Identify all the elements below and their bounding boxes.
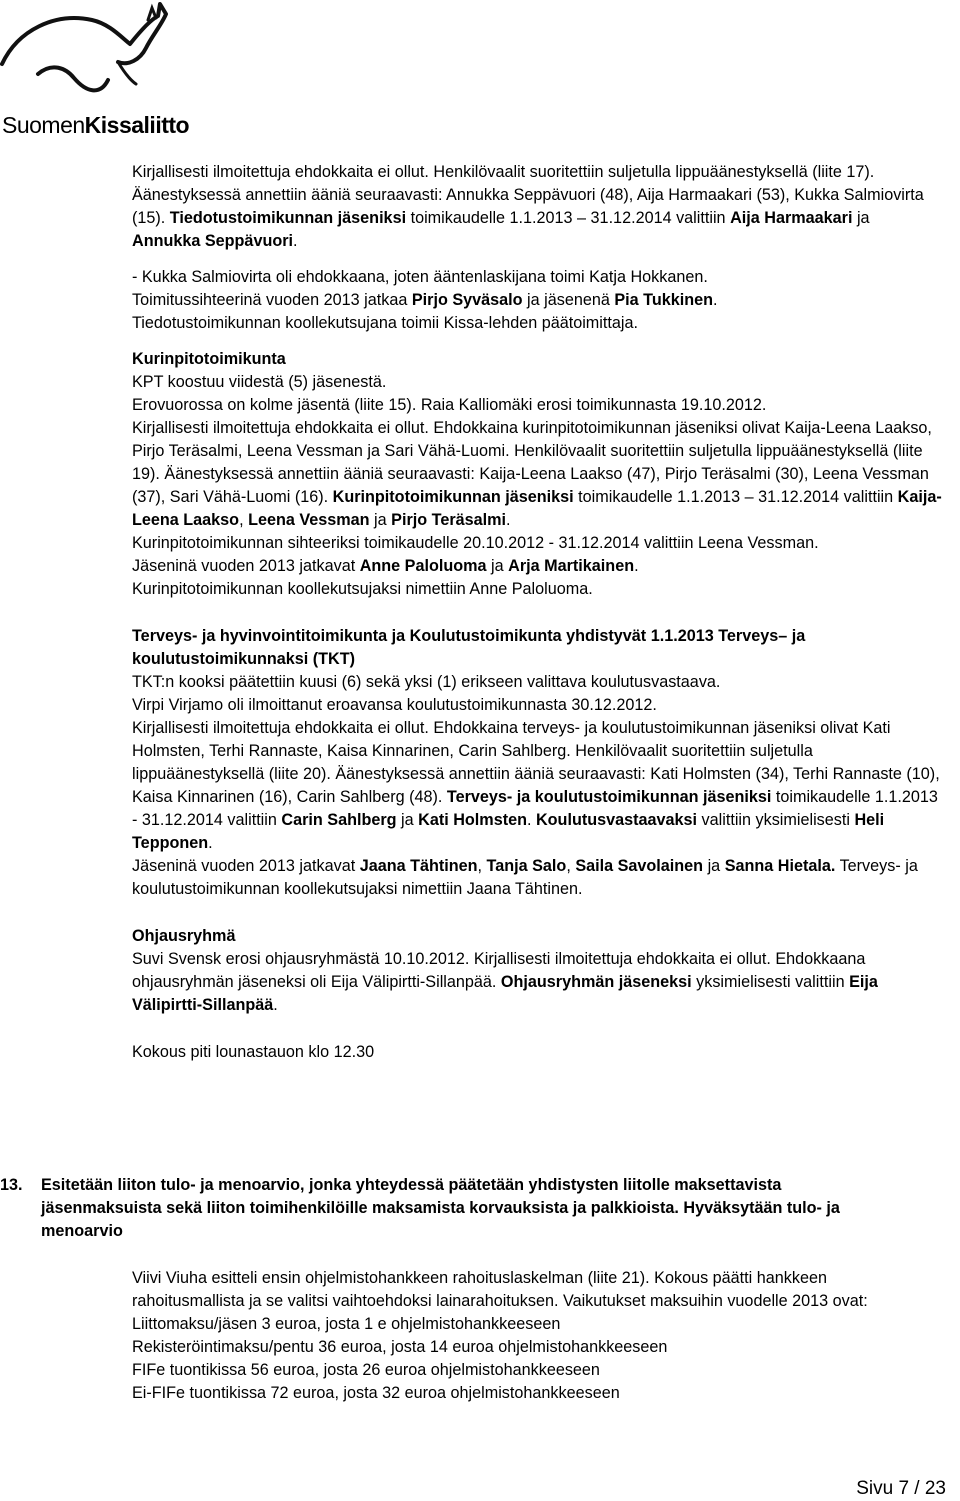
text: toimikaudelle 1.1.2013 - 31.12.2014 valittiin — [132, 788, 938, 829]
text: Toimitussihteerinä vuoden 2013 jatkaa — [132, 291, 412, 309]
bold-text: Tiedotustoimikunnan jäseniksi — [169, 209, 407, 227]
text: Kirjallisesti ilmoitettuja ehdokkaita ei ollut. Henkilövaalit suoritettiin suljetulla lippuäänestyksellä (liite 17). Äänestyksessä annettiin ääniä seuraavasti: Annukka Seppävuori (48), Aija Harmaakari (53), Kukka Salmiovirta (15). — [132, 163, 924, 227]
dash-line: - Kukka Salmiovirta oli ehdokkaana, joten ääntenlaskijana toimi Katja Hokkanen. — [132, 268, 708, 286]
text: ja — [396, 811, 419, 829]
text: yksimielisesti valittiin — [691, 973, 850, 991]
text: Kirjallisesti ilmoitettuja ehdokkaita ei ollut. Ehdokkaina kurinpitotoimikunnan jäseniksi olivat Kaija-Leena Laakso, Pirjo Teräsalmi, Leena Vessman ja Sari Vähä-Luomi. Henkilövaalit suoritettiin suljetulla lippuäänestyksellä (liite 19). Äänestyksessä annettiin ääniä seuraavasti: Kaija-Leena Laakso (47), Pirjo Teräsalmi (30), Leena Vessman (37), Sari Vähä-Luomi (16). — [132, 419, 932, 506]
logo — [0, 0, 215, 140]
text: Suvi Svensk erosi ohjausryhmästä 10.10.2012. Kirjallisesti ilmoitettuja ehdokkaita ei ollut. Ehdokkaana ohjausryhmän jäseneksi oli Eija Välipirtti-Sillanpää. — [132, 950, 866, 991]
bold-text: Kaija-Leena Laakso — [132, 488, 942, 529]
heading-kpt — [132, 348, 942, 371]
bold-text: Arja Martikainen — [508, 557, 635, 575]
text: . — [208, 834, 213, 852]
section-number: 13. — [0, 1176, 23, 1194]
text: . — [634, 557, 639, 575]
text: ja — [486, 557, 509, 575]
kpt-line2: Erovuorossa on kolme jäsentä (liite 15). Raia Kalliomäki erosi toimikunnasta 19.10.2012. — [132, 396, 767, 414]
text: . — [506, 511, 511, 529]
tkt-line1: TKT:n kooksi päätettiin kuusi (6) sekä yksi (1) erikseen valittava koulutusvastaava. — [132, 673, 721, 691]
bold-text: Aija Harmaakari — [730, 209, 853, 227]
bold-text: Terveys- ja koulutustoimikunnan jäseniksi — [446, 788, 772, 806]
ohjaus-paragraph — [132, 948, 942, 1017]
spacer — [132, 335, 942, 348]
text: toimikaudelle 1.1.2013 – 31.12.2014 valittiin — [573, 488, 898, 506]
heading-text: Ohjausryhmä — [132, 927, 236, 945]
heading-text: Terveys- ja hyvinvointitoimikunta ja Koulutustoimikunta yhdistyvät 1.1.2013 Terveys– ja koulutustoimikunnaksi (TKT) — [132, 627, 806, 668]
text: Jäseninä vuoden 2013 jatkavat — [132, 857, 360, 875]
kpt-line5 — [132, 555, 942, 578]
kpt-line6: Kurinpitotoimikunnan koollekutsujaksi nimettiin Anne Paloluoma. — [132, 580, 593, 598]
heading-tkt — [132, 625, 942, 671]
spacer — [132, 1017, 942, 1041]
bold-text: Pirjo Teräsalmi — [391, 511, 507, 529]
bold-text: Koulutusvastaavaksi — [535, 811, 698, 829]
brand-bold: Kissaliitto — [84, 112, 190, 138]
page-number: Sivu 7 / 23 — [856, 1478, 946, 1499]
main-content — [132, 161, 942, 1064]
bold-text: Jaana Tähtinen — [359, 857, 478, 875]
spacer — [132, 601, 942, 625]
bold-text: Sanna Hietala. — [724, 857, 836, 875]
bold-text: Saila Savolainen — [575, 857, 704, 875]
tkt-line2: Virpi Virjamo oli ilmoittanut eroavansa koulutustoimikunnasta 30.12.2012. — [132, 696, 657, 714]
text: valittiin yksimielisesti — [697, 811, 855, 829]
bold-text: Kati Holmsten — [418, 811, 527, 829]
bold-text: Pia Tukkinen — [614, 291, 714, 309]
heading-text: Kurinpitotoimikunta — [132, 350, 286, 368]
paragraph-koollekutsuja: Tiedotustoimikunnan koollekutsujana toimii Kissa-lehden päätoimittaja. — [132, 314, 638, 332]
bold-text: Ohjausryhmän jäseneksi — [500, 973, 692, 991]
bold-text: Pirjo Syväsalo — [411, 291, 523, 309]
text: toimikaudelle 1.1.2013 – 31.12.2014 valittiin — [406, 209, 731, 227]
tkt-paragraph — [132, 717, 942, 855]
text: ja — [852, 209, 870, 227]
bold-text: Kurinpitotoimikunnan jäseniksi — [332, 488, 574, 506]
paragraph-tiedotus — [132, 161, 942, 253]
text: , — [477, 857, 487, 875]
text: ja — [703, 857, 725, 875]
text: . — [526, 811, 536, 829]
spacer — [132, 901, 942, 925]
cat-silhouette-icon — [0, 0, 215, 112]
brand-light: Suomen — [2, 112, 85, 138]
text: Jäseninä vuoden 2013 jatkavat — [132, 557, 360, 575]
list-item: FIFe tuontikissa 56 euroa, josta 26 euroa ohjelmistohankkeeseen — [132, 1361, 600, 1379]
bold-text: Carin Sahlberg — [281, 811, 397, 829]
bold-text: Leena Vessman — [248, 511, 370, 529]
bold-text: Heli Tepponen — [132, 811, 885, 852]
kpt-line4: Kurinpitotoimikunnan sihteeriksi toimikaudelle 20.10.2012 - 31.12.2014 valittiin Leena Vessman. — [132, 534, 819, 552]
spacer — [132, 253, 942, 266]
kpt-paragraph — [132, 417, 942, 532]
text: . — [273, 996, 278, 1014]
list-item: Liittomaksu/jäsen 3 euroa, josta 1 e ohjelmistohankkeeseen — [132, 1315, 561, 1333]
heading-ohjausryhma — [132, 925, 942, 948]
section-13-intro: Viivi Viuha esitteli ensin ohjelmistohankkeen rahoituslaskelman (liite 21). Kokous päätti hankkeen rahoitusmallista ja se valitsi vaihtoehdoksi lainarahoituksen. Vaikutukset maksuihin vuodelle 2013 ovat: — [132, 1269, 868, 1310]
text: . — [713, 291, 718, 309]
text: . — [293, 232, 298, 250]
kpt-line1: KPT koostuu viidestä (5) jäsenestä. — [132, 373, 387, 391]
brand-name — [2, 112, 189, 139]
lunch-note: Kokous piti lounastauon klo 12.30 — [132, 1043, 375, 1061]
list-item: Ei-FIFe tuontikissa 72 euroa, josta 32 euroa ohjelmistohankkeeseen — [132, 1384, 620, 1402]
tkt-members — [132, 855, 942, 901]
paragraph-toimitus — [132, 289, 942, 312]
section-title: Esitetään liiton tulo- ja menoarvio, jonka yhteydessä päätetään yhdistysten liitolle maksettavista jäsenmaksuista sekä liiton toimihenkilöille maksamista korvauksista ja palkkioista. Hyväksytään tulo- ja menoarvio — [41, 1176, 840, 1240]
text: , — [566, 857, 576, 875]
text: ja jäsenenä — [522, 291, 615, 309]
text: Terveys- ja koulutustoimikunnan koollekutsujaksi nimettiin Jaana Tähtinen. — [132, 857, 918, 898]
section-13-body — [132, 1267, 942, 1405]
bold-text: Annukka Seppävuori — [132, 232, 294, 250]
text: ja — [369, 511, 392, 529]
list-item: Rekisteröintimaksu/pentu 36 euroa, josta 14 euroa ohjelmistohankkeeseen — [132, 1338, 668, 1356]
text: , — [239, 511, 249, 529]
bold-text: Eija Välipirtti-Sillanpää — [132, 973, 878, 1014]
bold-text: Tanja Salo — [486, 857, 567, 875]
bold-text: Anne Paloluoma — [359, 557, 487, 575]
text: Kirjallisesti ilmoitettuja ehdokkaita ei ollut. Ehdokkaina terveys- ja koulutustoimikunnan jäseniksi olivat Kati Holmsten, Terhi Rannaste, Kaisa Kinnarinen, Carin Sahlberg. Henkilövaalit suoritettiin suljetulla lippuäänestyksellä (liite 20). Äänestyksessä annettiin ääniä seuraavasti: Kati Holmsten (34), Terhi Rannaste (10), Kaisa Kinnarinen (16), Carin Sahlberg (48). — [132, 719, 940, 806]
